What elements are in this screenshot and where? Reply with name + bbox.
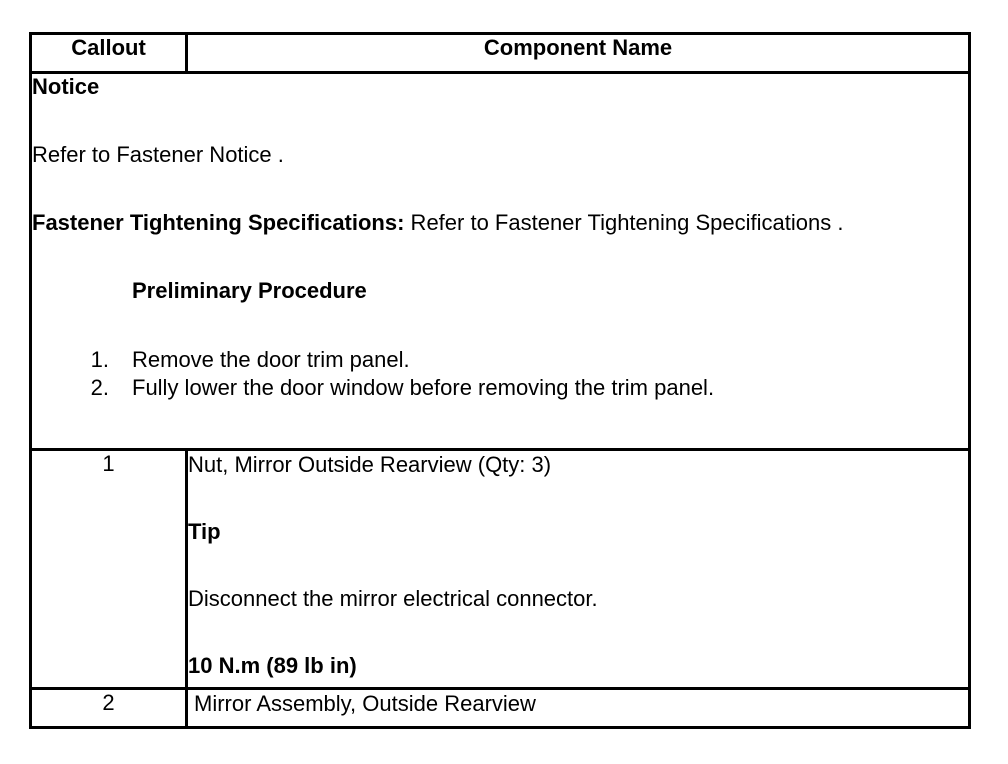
step-text: Remove the door trim panel. — [132, 347, 410, 372]
step-text: Fully lower the door window before removing the trim panel. — [132, 375, 715, 400]
component-name: Nut, Mirror Outside Rearview (Qty: 3) — [188, 452, 552, 477]
notice-cell — [31, 73, 970, 450]
header-row — [31, 34, 970, 73]
step-number: 1. — [90, 347, 109, 372]
component-detail-cell — [187, 450, 970, 689]
tip-text: Disconnect the mirror electrical connector. — [188, 586, 598, 611]
fastener-spec-line — [32, 210, 968, 236]
procedure-table — [29, 32, 971, 729]
notice-text: Refer to Fastener Notice . — [32, 142, 284, 167]
step-number: 2. — [90, 375, 109, 400]
component-name: Mirror Assembly, Outside Rearview — [187, 689, 970, 728]
notice-row — [31, 73, 970, 450]
table-row — [31, 450, 970, 689]
list-item — [32, 346, 968, 374]
callout-column-header: Callout — [31, 34, 187, 73]
preliminary-procedure-title: Preliminary Procedure — [132, 278, 367, 303]
notice-title: Notice — [32, 74, 100, 99]
tip-title: Tip — [188, 519, 221, 544]
component-name-column-header: Component Name — [187, 34, 970, 73]
callout-number: 1 — [31, 450, 187, 689]
list-item — [32, 374, 968, 402]
fastener-spec-text: Refer to Fastener Tightening Specifications . — [404, 210, 844, 235]
fastener-spec-label: Fastener Tightening Specifications: — [32, 210, 405, 235]
table-row — [31, 689, 970, 728]
preliminary-steps-list — [32, 346, 968, 402]
callout-number: 2 — [31, 689, 187, 728]
torque-spec: 10 N.m (89 lb in) — [188, 653, 357, 678]
